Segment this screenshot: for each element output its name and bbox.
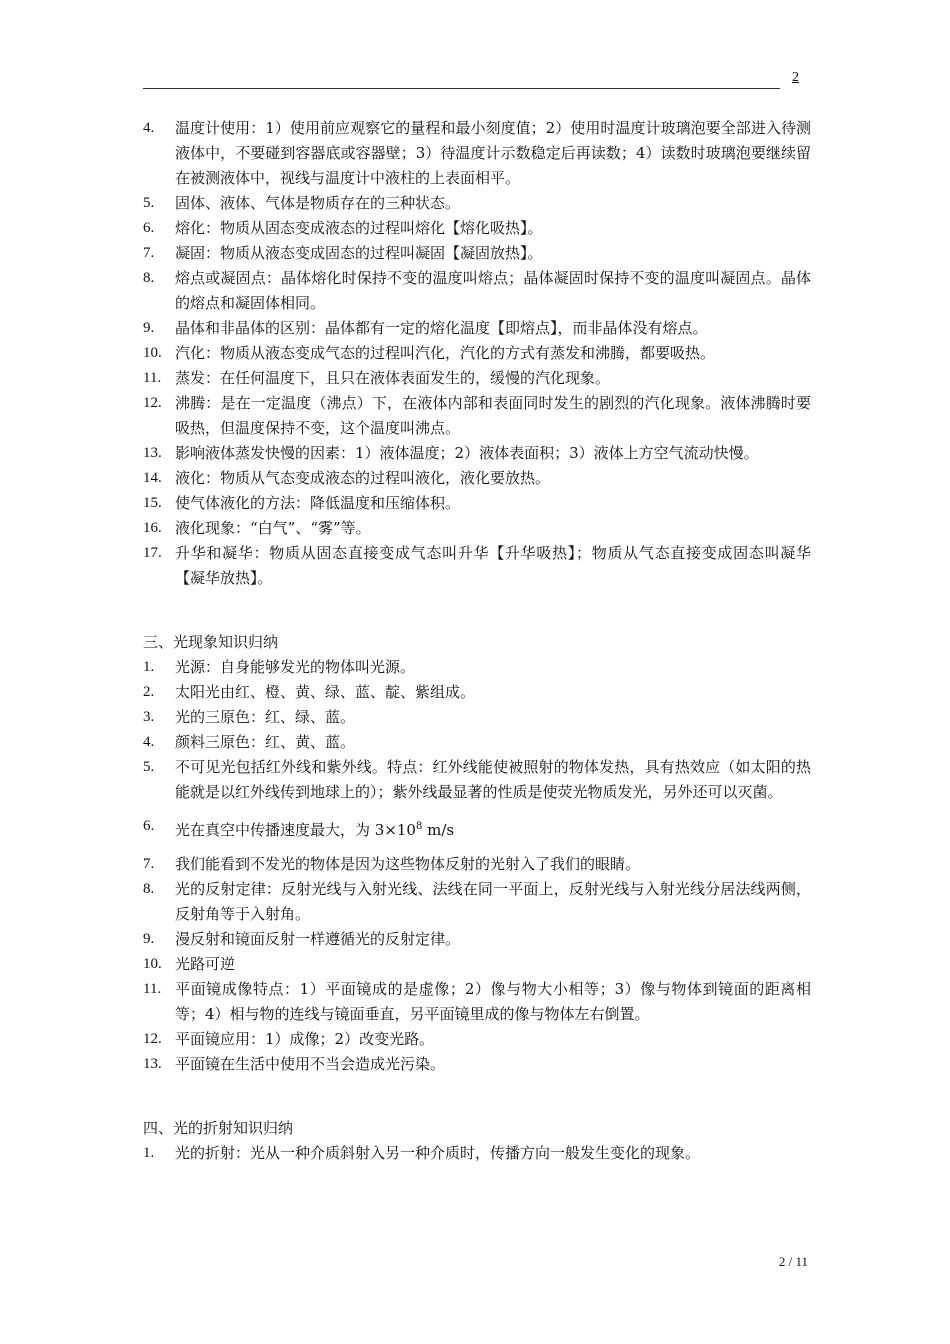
footer-page-indicator: 2 / 11 (778, 1254, 808, 1269)
list-item (143, 927, 811, 952)
item-text: 凝固：物质从液态变成固态的过程叫凝固【凝固放热】。 (175, 244, 543, 262)
list-item (143, 755, 811, 805)
item-number: 10. (143, 345, 162, 361)
list-item (143, 266, 811, 316)
header-rule (143, 88, 780, 89)
section-2-list (143, 116, 811, 591)
item-text: 沸腾：是在一定温度（沸点）下，在液体内部和表面同时发生的剧烈的汽化现象。液体沸腾时要吸热，但温度保持不变，这个温度叫沸点。 (175, 394, 811, 437)
list-item (143, 680, 811, 705)
item-number: 1. (143, 659, 155, 675)
item-number: 9. (143, 931, 155, 947)
list-item (143, 441, 811, 466)
section-gap (143, 591, 811, 630)
item-number: 4. (143, 120, 155, 136)
exponent: 8 (415, 821, 423, 832)
item-number: 1. (143, 1145, 155, 1161)
item-text: 使气体液化的方法：降低温度和压缩体积。 (175, 494, 461, 512)
list-item (143, 655, 811, 680)
list-item (143, 977, 811, 1027)
item-number: 6. (143, 818, 155, 834)
list-item (143, 952, 811, 977)
list-item (143, 516, 811, 541)
item-text: 漫反射和镜面反射一样遵循光的反射定律。 (175, 930, 461, 948)
item-number: 7. (143, 245, 155, 261)
item-text: 固体、液体、气体是物质存在的三种状态。 (175, 194, 461, 212)
item-text: 光的反射定律：反射光线与入射光线、法线在同一平面上，反射光线与入射光线分居法线两侧，反射角等于入射角。 (175, 880, 811, 923)
list-item (143, 341, 811, 366)
item-number: 12. (143, 1031, 162, 1047)
item-text: 影响液体蒸发快慢的因素：1）液体温度；2）液体表面积；3）液体上方空气流动快慢。 (175, 444, 759, 462)
item-number: 13. (143, 445, 162, 461)
item-text: 光在真空中传播速度最大，为 3×10 (175, 821, 416, 839)
header-page-number: 2 (792, 70, 799, 85)
speed-unit: m/s (422, 821, 455, 839)
list-item (143, 491, 811, 516)
item-text: 光的折射：光从一种介质斜射入另一种介质时，传播方向一般发生变化的现象。 (175, 1144, 701, 1162)
item-number: 12. (143, 395, 162, 411)
list-item (143, 730, 811, 755)
section-3-list (143, 655, 811, 1077)
item-text: 升华和凝华：物质从固态直接变成气态叫升华【升华吸热】；物质从气态直接变成固态叫凝华【凝华放热】。 (175, 544, 811, 587)
item-text: 晶体和非晶体的区别：晶体都有一定的熔化温度【即熔点】，而非晶体没有熔点。 (175, 319, 708, 337)
item-number: 6. (143, 220, 155, 236)
section-3-heading: 三、光现象知识归纳 (143, 633, 279, 651)
document-body (143, 116, 811, 1166)
section-gap (143, 1077, 811, 1116)
list-item (143, 191, 811, 216)
item-number: 11. (143, 981, 162, 997)
list-item (143, 1141, 811, 1166)
section-4-heading: 四、光的折射知识归纳 (143, 1119, 294, 1137)
list-item (143, 366, 811, 391)
item-text: 我们能看到不发光的物体是因为这些物体反射的光射入了我们的眼睛。 (175, 855, 641, 873)
item-text: 熔点或凝固点：晶体熔化时保持不变的温度叫熔点；晶体凝固时保持不变的温度叫凝固点。晶体的熔点和凝固体相同。 (175, 269, 811, 312)
item-number: 16. (143, 520, 162, 536)
item-gap (143, 843, 811, 852)
item-text: 平面镜成像特点：1）平面镜成的是虚像；2）像与物大小相等；3）像与物体到镜面的距离相等；4）相与物的连线与镜面垂直，另平面镜里成的像与物体左右倒置。 (175, 980, 811, 1023)
list-item (143, 316, 811, 341)
item-number: 15. (143, 495, 162, 511)
list-item (143, 1052, 811, 1077)
item-text: 光路可逆 (175, 955, 236, 973)
list-item (143, 705, 811, 730)
list-item-light-speed (143, 814, 811, 843)
item-text: 液化：物质从气态变成液态的过程叫液化，液化要放热。 (175, 469, 551, 487)
list-item (143, 1027, 811, 1052)
item-number: 5. (143, 195, 155, 211)
item-text: 不可见光包括红外线和紫外线。特点：红外线能使被照射的物体发热，具有热效应（如太阳的热能就是以红外线传到地球上的）；紫外线最显著的性质是使荧光物质发光，另外还可以灭菌。 (175, 758, 811, 801)
item-text: 平面镜应用：1）成像；2）改变光路。 (175, 1030, 435, 1048)
list-item (143, 116, 811, 191)
item-text: 太阳光由红、橙、黄、绿、蓝、靛、紫组成。 (175, 683, 476, 701)
item-text: 温度计使用：1）使用前应观察它的量程和最小刻度值；2）使用时温度计玻璃泡要全部进入待测液体中，不要碰到容器底或容器壁；3）待温度计示数稳定后再读数；4）读数时玻璃泡要继续留在被测液体中，视线与温度计中液柱的上表面相平。 (175, 119, 811, 187)
item-text: 平面镜在生活中使用不当会造成光污染。 (175, 1055, 446, 1073)
item-text: 光源：自身能够发光的物体叫光源。 (175, 658, 416, 676)
item-number: 9. (143, 320, 155, 336)
item-text: 颜料三原色：红、黄、蓝。 (175, 733, 356, 751)
list-item (143, 541, 811, 591)
item-number: 14. (143, 470, 162, 486)
item-number: 3. (143, 709, 155, 725)
item-number: 4. (143, 734, 155, 750)
item-number: 2. (143, 684, 155, 700)
item-gap (143, 805, 811, 814)
item-number: 8. (143, 270, 155, 286)
item-number: 7. (143, 856, 155, 872)
item-text: 液化现象：“白气”、“雾”等。 (175, 519, 371, 537)
list-item (143, 241, 811, 266)
section-4-list (143, 1141, 811, 1166)
item-number: 17. (143, 545, 162, 561)
item-number: 8. (143, 881, 155, 897)
item-text: 光的三原色：红、绿、蓝。 (175, 708, 356, 726)
list-item (143, 877, 811, 927)
item-text: 汽化：物质从液态变成气态的过程叫汽化，汽化的方式有蒸发和沸腾，都要吸热。 (175, 344, 716, 362)
item-number: 5. (143, 759, 155, 775)
list-item (143, 852, 811, 877)
item-text: 熔化：物质从固态变成液态的过程叫熔化【熔化吸热】。 (175, 219, 543, 237)
item-text: 蒸发：在任何温度下，且只在液体表面发生的，缓慢的汽化现象。 (175, 369, 611, 387)
list-item (143, 216, 811, 241)
item-number: 13. (143, 1056, 162, 1072)
list-item (143, 391, 811, 441)
list-item (143, 466, 811, 491)
item-number: 11. (143, 370, 162, 386)
item-number: 10. (143, 956, 162, 972)
